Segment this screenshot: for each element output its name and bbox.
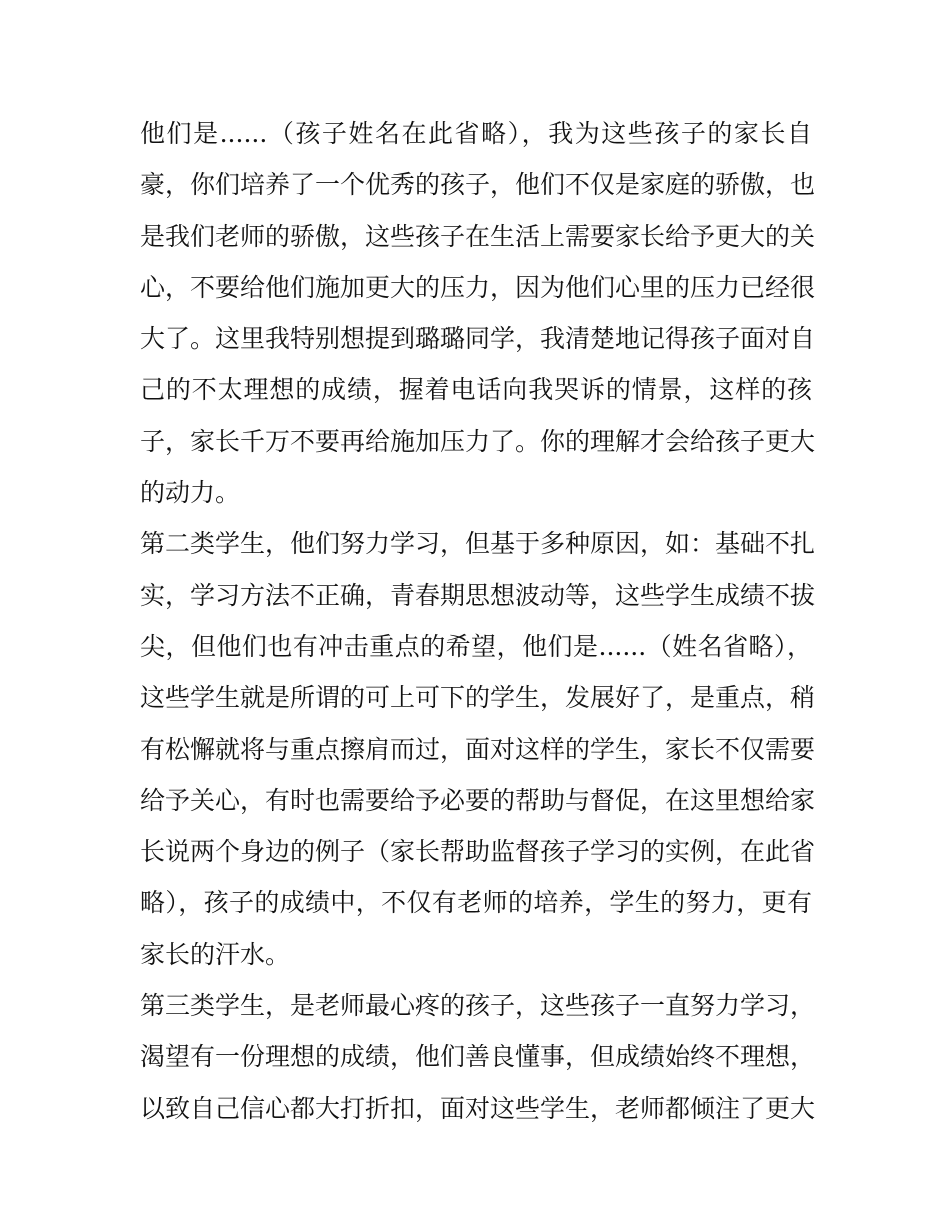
text-line: 略），孩子的成绩中，不仅有老师的培养，学生的努力，更有	[140, 888, 812, 918]
paragraph-3	[140, 980, 816, 1134]
text-line: 第三类学生，是老师最心疼的孩子，这些孩子一直努力学习，	[140, 991, 816, 1021]
body-text	[140, 108, 816, 1134]
text-line: 豪，你们培养了一个优秀的孩子，他们不仅是家庭的骄傲，也	[140, 170, 816, 200]
text-line: 给予关心，有时也需要给予必要的帮助与督促，在这里想给家	[140, 785, 816, 815]
text-line: 实，学习方法不正确，青春期思想波动等，这些学生成绩不拔	[140, 580, 816, 610]
text-line: 长说两个身边的例子（家长帮助监督孩子学习的实例，在此省	[140, 837, 816, 867]
text-line: 这些学生就是所谓的可上可下的学生，发展好了，是重点，稍	[140, 683, 816, 713]
text-line: 是我们老师的骄傲，这些孩子在生活上需要家长给予更大的关	[140, 221, 816, 251]
paragraph-2	[140, 518, 816, 980]
text-line: 他们是......（孩子姓名在此省略），我为这些孩子的家长自	[140, 119, 812, 148]
text-line: 有松懈就将与重点擦肩而过，面对这样的学生，家长不仅需要	[140, 734, 816, 764]
text-line: 大了。这里我特别想提到璐璐同学，我清楚地记得孩子面对自	[140, 324, 816, 354]
text-line: 第二类学生，他们努力学习，但基于多种原因，如：基础不扎	[140, 529, 816, 559]
text-line: 尖，但他们也有冲击重点的希望，他们是......（姓名省略），	[140, 631, 812, 661]
text-line: 心，不要给他们施加更大的压力，因为他们心里的压力已经很	[140, 272, 816, 302]
text-line: 的动力。	[140, 478, 241, 508]
text-line: 以致自己信心都大打折扣，面对这些学生，老师都倾注了更大	[140, 1093, 816, 1123]
text-line: 家长的汗水。	[140, 939, 291, 969]
paragraph-1	[140, 108, 816, 518]
text-line: 己的不太理想的成绩，握着电话向我哭诉的情景，这样的孩	[140, 375, 812, 405]
text-line: 渴望有一份理想的成绩，他们善良懂事，但成绩始终不理想，	[140, 1042, 816, 1072]
text-line: 子，家长千万不要再给施加压力了。你的理解才会给孩子更大	[140, 426, 816, 456]
